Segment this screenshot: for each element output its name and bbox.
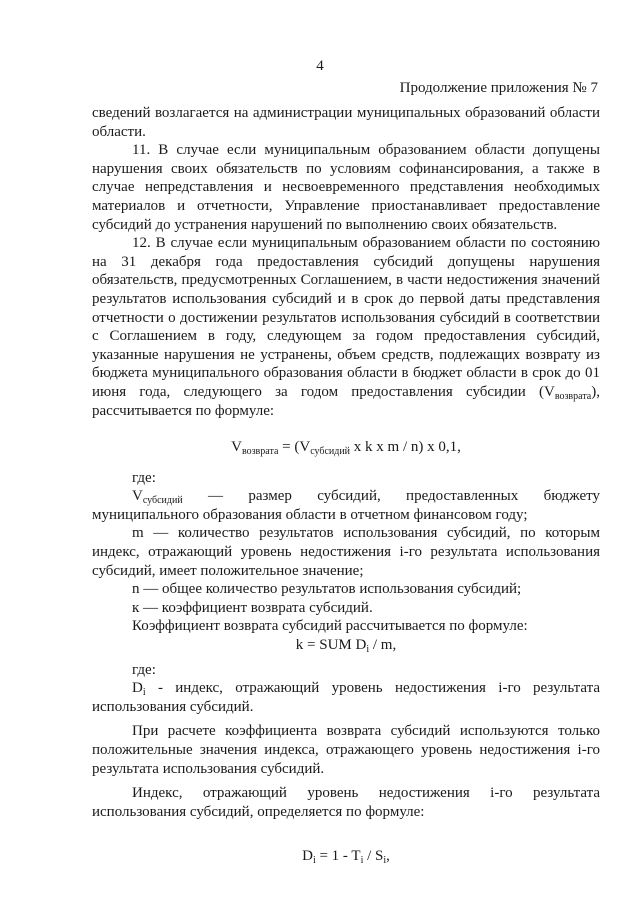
paragraph-12: 12. В случае если муниципальным образованием области по состоянию на 31 декабря года предоставления субсидий допущены нарушения обязательств, предусмотренных Соглашением, в части недостижения значений результатов использования субсидий и в срок до первой даты представления отчетности о достижении результатов использования субсидий в соответствии с Соглашением в году, следующем за годом предоставления субсидий, указанные нарушения не устранены, объем средств, подлежащих возврату из бюджета муниципального образования области в бюджет области в срок до 01 июня года, следующего за годом предоставления субсидии $(V_{возврата})$, рассчитывается по формуле: — [92, 235, 600, 419]
paragraph-positive-values: При расчете коэффициента возврата субсидий используются только положительные значения индекса, отражающего уровень недостижения i-го результата использования субсидий. — [92, 723, 600, 777]
formula-k: k = SUM $D_i$ / m, — [295, 637, 397, 656]
page-number: 4 — [316, 58, 324, 74]
formula-d: $D_i = 1 - T_i / S_i$, — [302, 848, 390, 867]
where-label-2: где: — [132, 661, 156, 678]
paragraph-11: 11. В случае если муниципальным образованием области допущены нарушения своих обязательств по условиям софинансирования, а также в случае непредставления и несвоевременного представления необходимых материалов и отчетности, Управление приостанавливает предоставление субсидий до устранения нарушений по выполнению своих обязательств. — [92, 142, 600, 233]
annex-label: Продолжение приложения № 7 — [399, 80, 598, 96]
paragraph-intro: сведений возлагается на администрации муниципальных образований области области. — [92, 105, 600, 140]
paragraph-index-formula: Индекс, отражающий уровень недостижения i-го результата использования субсидий, определяется по формуле: — [92, 785, 600, 820]
definition-v-subsidies-cont: муниципального образования области в отчетном финансовом году; — [92, 506, 528, 523]
where-label-1: где: — [132, 469, 156, 486]
k-intro: Коэффициент возврата субсидий рассчитывается по формуле: — [132, 618, 528, 635]
definition-v-subsidies: $V_{субсидий}$ — размер субсидий, предоставленных бюджету — [132, 488, 600, 507]
definition-n: n — общее количество результатов использования субсидий; — [132, 581, 522, 598]
formula-v-return: $V_{возврата} = (V_{субсидий}$ x k x m / n) x 0,1, — [231, 439, 461, 458]
definition-k: к — коэффициент возврата субсидий. — [132, 599, 373, 616]
definition-d: $D_i$ - индекс, отражающий уровень недостижения i-го результата использования субсидий. — [92, 680, 600, 715]
document-body — [92, 104, 600, 866]
definition-m: m — количество результатов использования субсидий, по которым индекс, отражающий уровень недостижения i-го результата использования субсидий, имеет положительное значение; — [92, 525, 600, 579]
